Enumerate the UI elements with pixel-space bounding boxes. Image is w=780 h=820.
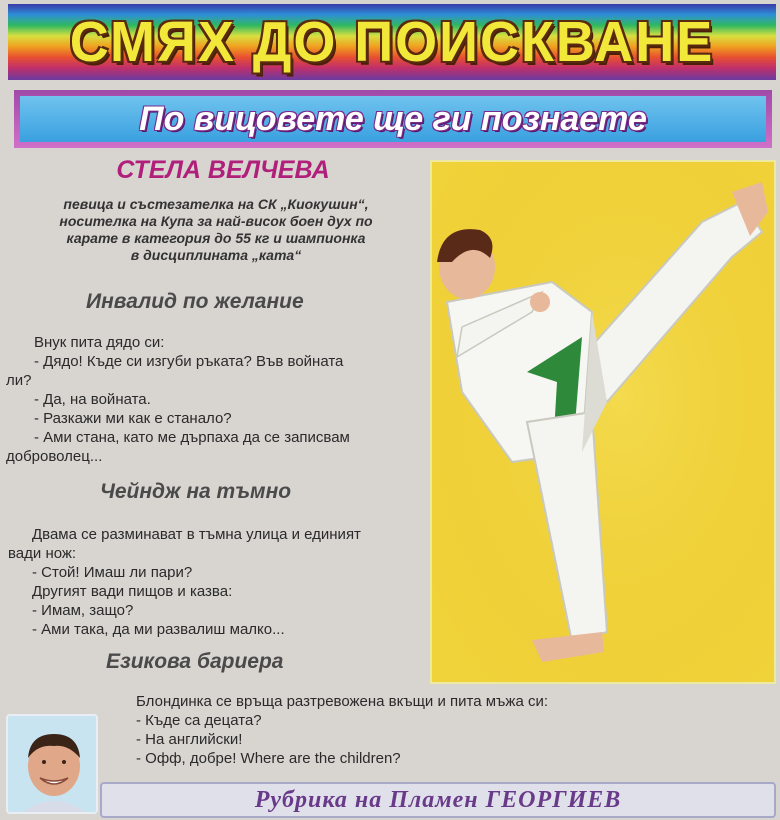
joke-title: Чейндж на тъмно [100, 480, 292, 503]
page-subtitle: По вицовете ще ги познаете [139, 99, 647, 138]
joke-body [6, 333, 350, 466]
karate-kick-figure-icon [432, 162, 776, 684]
joke-line: - Офф, добре! Where are the children? [136, 750, 401, 767]
author-name: СТЕЛА ВЕЛЧЕВА [116, 156, 330, 184]
joke-line: - Разкажи ми как е станало? [34, 410, 232, 427]
joke-line: вади нож: [8, 545, 77, 562]
author-bio-line: певица и състезателка на СК „Киокушин“, [63, 196, 369, 212]
smiling-man-icon [8, 716, 98, 814]
footer-credit-bar [100, 782, 776, 818]
subtitle-bar-inner [20, 96, 766, 142]
joke-line: - Дядо! Къде си изгуби ръката? Във войната [34, 353, 344, 370]
page-title: СМЯХ ДО ПОИСКВАНЕ [69, 10, 715, 74]
author-avatar [6, 714, 98, 814]
joke-line: Другият вади пищов и казва: [32, 583, 233, 600]
joke-body [8, 525, 361, 639]
joke-line: - Да, на войната. [34, 391, 151, 408]
author-bio-line: носителка на Купа за най-висок боен дух по [59, 213, 373, 229]
joke-title: Инвалид по желание [86, 290, 304, 313]
joke-line: Блондинка се връща разтревожена вкъщи и пита мъжа си: [136, 693, 549, 710]
subtitle-bar [14, 90, 772, 148]
author-bio [12, 196, 420, 264]
joke-line: Двама се разминават в тъмна улица и единият [32, 526, 361, 543]
joke-body [136, 692, 548, 768]
joke-line: - Ами така, да ми развалиш малко... [32, 621, 285, 638]
joke-line: - Имам, защо? [32, 602, 134, 619]
joke-line: - На английски! [136, 731, 243, 748]
header-banner [8, 4, 776, 80]
footer-credit: Рубрика на Пламен ГЕОРГИЕВ [254, 786, 622, 813]
joke-line: Внук пита дядо си: [34, 334, 165, 351]
author-bio-line: карате в категория до 55 кг и шампионка [66, 230, 366, 246]
joke-title: Езикова бариера [106, 650, 284, 673]
joke-line: ли? [6, 372, 32, 389]
author-bio-line: в дисциплината „ката“ [130, 247, 302, 263]
joke-line: - Ами стана, като ме дърпаха да се записвам [34, 429, 350, 446]
joke-line: - Къде са децата? [136, 712, 262, 729]
joke-line: доброволец... [6, 448, 103, 465]
karate-photo [430, 160, 776, 684]
joke-line: - Стой! Имаш ли пари? [32, 564, 193, 581]
